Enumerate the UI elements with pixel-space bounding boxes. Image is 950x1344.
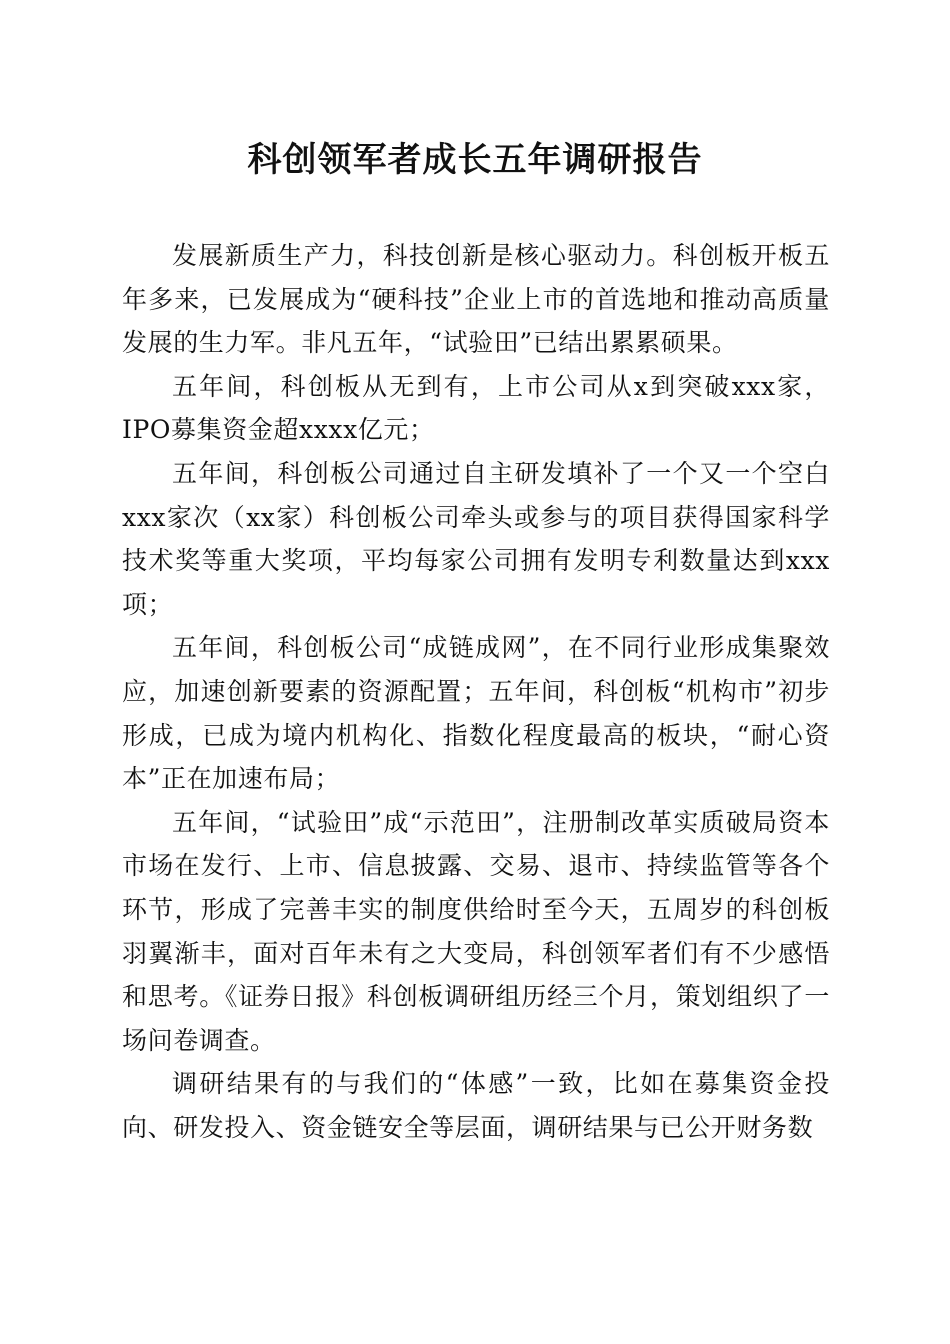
paragraph: 五年间，科创板公司“成链成网”，在不同行业形成集聚效应，加速创新要素的资源配置；五年间，科创板“机构市”初步形成，已成为境内机构化、指数化程度最高的板块，“耐心资本”正在加速布局；: [122, 633, 830, 794]
paragraph: 五年间，科创板从无到有，上市公司从x到突破xxx家，IPO募集资金超xxxx亿元；: [122, 371, 830, 445]
paragraph: 调研结果有的与我们的“体感”一致，比如在募集资金投向、研发投入、资金链安全等层面，调研结果与已公开财务数: [122, 1069, 830, 1142]
paragraph: 五年间，“试验田”成“示范田”，注册制改革实质破局资本市场在发行、上市、信息披露、交易、退市、持续监管等各个环节，形成了完善丰实的制度供给时至今天，五周岁的科创板羽翼渐丰，面对百年未有之大变局，科创领军者们有不少感悟和思考。《证券日报》科创板调研组历经三个月，策划组织了一场问卷调查。: [122, 807, 830, 1055]
document-title: 科创领军者成长五年调研报告: [247, 140, 703, 180]
paragraph: 五年间，科创板公司通过自主研发填补了一个又一个空白xxx家次（xx家）科创板公司牵头或参与的项目获得国家科学技术奖等重大奖项，平均每家公司拥有发明专利数量达到xxx项；: [122, 458, 830, 619]
document-body: [122, 234, 830, 1149]
paragraph: 发展新质生产力，科技创新是核心驱动力。科创板开板五年多来，已发展成为“硬科技”企业上市的首选地和推动高质量发展的生力军。非凡五年，“试验田”已结出累累硕果。: [122, 241, 830, 358]
